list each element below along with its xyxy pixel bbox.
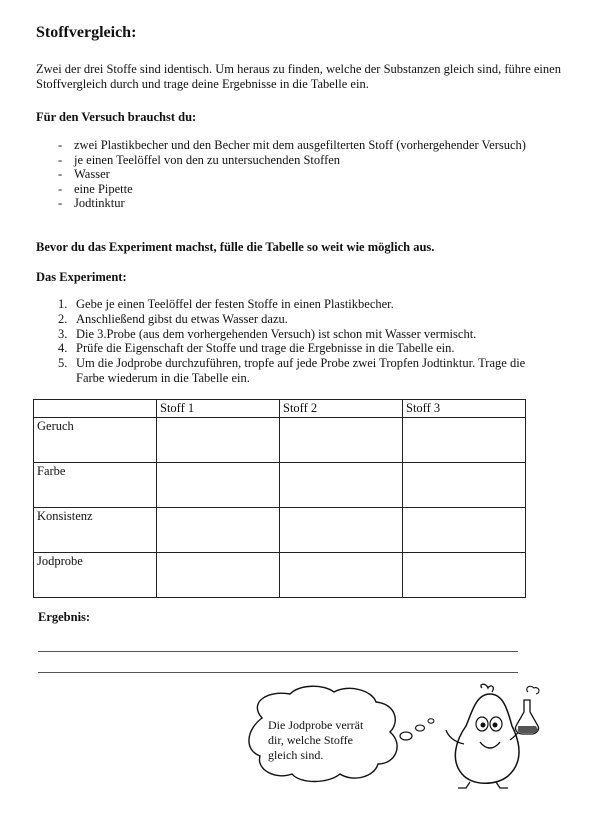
step-item: 5. Um die Jodprobe durchzuführen, tropfe auf jede Probe zwei Tropfen Jodtinktur. Trage die Farbe wiederum in die Tabelle ein. (58, 356, 526, 385)
step-item: 3. Die 3.Probe (aus dem vorhergehenden Versuch) ist schon mit Wasser vermischt. (58, 326, 477, 341)
step-item: 4. Prüfe die Eigenschaft der Stoffe und trage die Ergebnisse in die Tabelle ein. (58, 341, 455, 356)
page-title: Stoffvergleich: (36, 24, 137, 41)
row-label: Geruch (34, 418, 157, 463)
pear-mascot-with-flask-icon (438, 682, 558, 792)
result-heading: Ergebnis: (38, 610, 91, 624)
materials-heading: Für den Versuch brauchst du: (36, 110, 197, 124)
list-item: - je einen Teelöffel von den zu untersuchenden Stoffen (58, 152, 341, 167)
step-item: 2. Anschließend gibst du etwas Wasser dazu. (58, 311, 288, 326)
experiment-heading: Das Experiment: (36, 270, 127, 284)
list-item: - Jodtinktur (58, 196, 125, 211)
list-item: - Wasser (58, 167, 110, 182)
row-label: Jodprobe (34, 553, 157, 598)
step-item: 1. Gebe je einen Teelöffel der festen Stoffe in einen Plastikbecher. (58, 297, 394, 311)
prep-note: Bevor du das Experiment machst, fülle die Tabelle so weit wie möglich aus. (36, 240, 435, 254)
table-header-cell: Stoff 2 (280, 400, 403, 418)
table-header-cell: Stoff 3 (403, 400, 526, 418)
speech-bubble-text: Die Jodprobe verrät dir, welche Stoffe gleich sind. (268, 718, 364, 762)
row-label: Farbe (34, 463, 157, 508)
list-item: - zwei Plastikbecher und den Becher mit dem ausgefilterten Stoff (vorhergehender Versuch) (58, 138, 526, 152)
list-item: - eine Pipette (58, 181, 133, 196)
table-header-cell: Stoff 1 (157, 400, 280, 418)
row-label: Konsistenz (34, 508, 157, 553)
intro-text: Zwei der drei Stoffe sind identisch. Um heraus zu finden, welche der Substanzen gleich sind, führe einen Stoffvergleich durch und trage deine Ergebnisse in die Tabelle ein. (36, 62, 561, 91)
